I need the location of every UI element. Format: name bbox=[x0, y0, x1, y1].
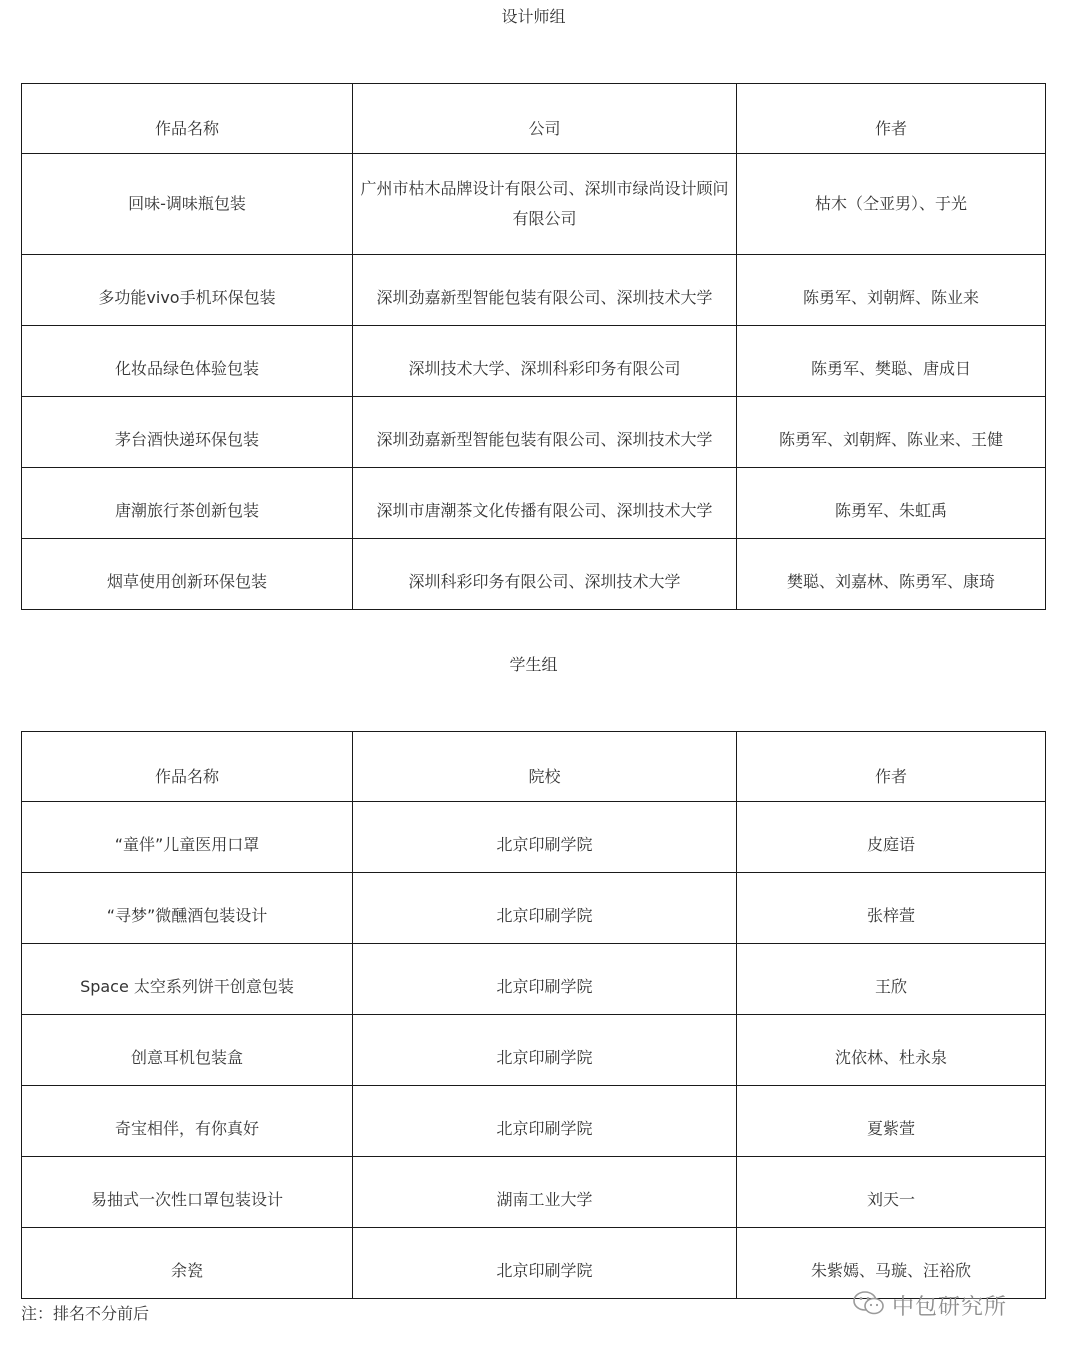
header-work-name: 作品名称 bbox=[22, 84, 353, 154]
author-cell: 王欣 bbox=[737, 944, 1046, 1015]
work-name-cell: 创意耳机包装盒 bbox=[22, 1015, 353, 1086]
table-row bbox=[22, 1086, 1046, 1157]
company-cell: 深圳劲嘉新型智能包装有限公司、深圳技术大学 bbox=[353, 397, 737, 468]
header-work-name: 作品名称 bbox=[22, 732, 353, 802]
author-cell: 刘天一 bbox=[737, 1157, 1046, 1228]
school-cell: 北京印刷学院 bbox=[353, 873, 737, 944]
student-group-title: 学生组 bbox=[509, 655, 558, 674]
work-name-cell: 唐潮旅行茶创新包装 bbox=[22, 468, 353, 539]
designer-group-table bbox=[21, 83, 1046, 610]
author-cell: 朱紫嫣、马璇、汪裕欣 bbox=[737, 1228, 1046, 1299]
author-cell: 陈勇军、樊聪、唐成日 bbox=[737, 326, 1046, 397]
student-group-table bbox=[21, 731, 1046, 1299]
author-cell: 张梓萱 bbox=[737, 873, 1046, 944]
author-cell: 枯木（仝亚男）、于光 bbox=[737, 154, 1046, 255]
header-school: 院校 bbox=[353, 732, 737, 802]
designer-group-title: 设计师组 bbox=[501, 7, 566, 26]
author-cell: 樊聪、刘嘉林、陈勇军、康琦 bbox=[737, 539, 1046, 610]
school-cell: 北京印刷学院 bbox=[353, 1086, 737, 1157]
table-row bbox=[22, 255, 1046, 326]
work-name-cell: 茅台酒快递环保包装 bbox=[22, 397, 353, 468]
author-cell: 陈勇军、刘朝辉、陈业来 bbox=[737, 255, 1046, 326]
table-row bbox=[22, 326, 1046, 397]
company-cell: 深圳科彩印务有限公司、深圳技术大学 bbox=[353, 539, 737, 610]
table-row bbox=[22, 468, 1046, 539]
company-cell: 深圳劲嘉新型智能包装有限公司、深圳技术大学 bbox=[353, 255, 737, 326]
table-header-row bbox=[22, 732, 1046, 802]
work-name-cell: 化妆品绿色体验包装 bbox=[22, 326, 353, 397]
work-name-cell: “童伴”儿童医用口罩 bbox=[22, 802, 353, 873]
watermark bbox=[852, 1290, 1007, 1320]
school-cell: 湖南工业大学 bbox=[353, 1157, 737, 1228]
company-cell: 广州市枯木品牌设计有限公司、深圳市绿尚设计顾问有限公司 bbox=[353, 154, 737, 255]
author-cell: 夏紫萱 bbox=[737, 1086, 1046, 1157]
work-name-cell: 回味-调味瓶包装 bbox=[22, 154, 353, 255]
author-cell: 皮庭语 bbox=[737, 802, 1046, 873]
ranking-note: 注：排名不分前后 bbox=[21, 1304, 150, 1323]
table-row bbox=[22, 1157, 1046, 1228]
work-name-cell: 多功能vivo手机环保包装 bbox=[22, 255, 353, 326]
table-row bbox=[22, 1228, 1046, 1299]
work-name-cell: 易抽式一次性口罩包装设计 bbox=[22, 1157, 353, 1228]
header-author: 作者 bbox=[737, 84, 1046, 154]
table-row bbox=[22, 397, 1046, 468]
table-row bbox=[22, 154, 1046, 255]
watermark-text: 中包研究所 bbox=[892, 1294, 1008, 1320]
work-name-cell: 奇宝相伴，有你真好 bbox=[22, 1086, 353, 1157]
company-cell: 深圳市唐潮茶文化传播有限公司、深圳技术大学 bbox=[353, 468, 737, 539]
table-row bbox=[22, 802, 1046, 873]
table-row bbox=[22, 539, 1046, 610]
header-company: 公司 bbox=[353, 84, 737, 154]
work-name-cell: 余瓷 bbox=[22, 1228, 353, 1299]
work-name-cell: 烟草使用创新环保包装 bbox=[22, 539, 353, 610]
wechat-icon bbox=[852, 1289, 886, 1321]
school-cell: 北京印刷学院 bbox=[353, 802, 737, 873]
work-name-cell: Space 太空系列饼干创意包装 bbox=[22, 944, 353, 1015]
table-row bbox=[22, 873, 1046, 944]
table-row bbox=[22, 1015, 1046, 1086]
author-cell: 沈依林、杜永泉 bbox=[737, 1015, 1046, 1086]
company-cell: 深圳技术大学、深圳科彩印务有限公司 bbox=[353, 326, 737, 397]
school-cell: 北京印刷学院 bbox=[353, 944, 737, 1015]
author-cell: 陈勇军、刘朝辉、陈业来、王健 bbox=[737, 397, 1046, 468]
table-header-row bbox=[22, 84, 1046, 154]
author-cell: 陈勇军、朱虹禹 bbox=[737, 468, 1046, 539]
table-row bbox=[22, 944, 1046, 1015]
header-author: 作者 bbox=[737, 732, 1046, 802]
school-cell: 北京印刷学院 bbox=[353, 1228, 737, 1299]
school-cell: 北京印刷学院 bbox=[353, 1015, 737, 1086]
work-name-cell: “寻梦”微醺酒包装设计 bbox=[22, 873, 353, 944]
